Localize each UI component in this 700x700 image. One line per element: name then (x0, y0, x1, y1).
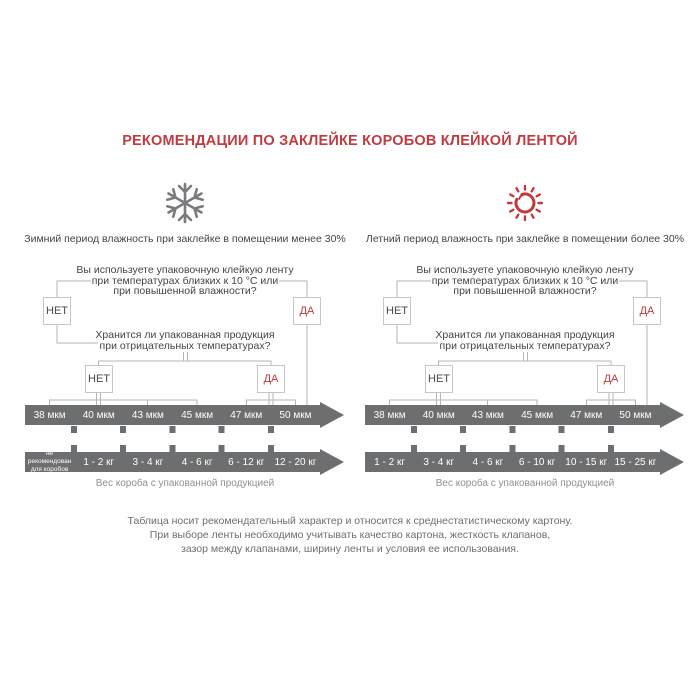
tape-thickness-arrow (25, 405, 345, 425)
thickness-label: 47 мкм (230, 409, 263, 421)
page-title: РЕКОМЕНДАЦИИ ПО ЗАКЛЕЙКЕ КОРОБОВ КЛЕЙКОЙ ЛЕНТОЙ (122, 133, 578, 149)
question-2 (360, 330, 690, 352)
question-2-line: Хранится ли упакованная продукция (95, 329, 275, 341)
q2-yes-box: ДА (257, 365, 285, 393)
q1-yes-box: ДА (293, 297, 321, 325)
weight-label: 12 - 20 кг (274, 456, 317, 468)
weight-label: 1 - 2 кг (374, 456, 405, 468)
q1-no-box: НЕТ (383, 297, 411, 325)
thickness-label: 50 мкм (279, 409, 312, 421)
arrow-body (365, 405, 660, 425)
thickness-label: 38 мкм (373, 409, 406, 421)
q2-no-box: НЕТ (85, 365, 113, 393)
question-2 (20, 330, 350, 352)
thickness-label: 43 мкм (471, 409, 504, 421)
weight-label: 6 - 12 кг (228, 456, 265, 468)
arrow-head (320, 402, 344, 428)
arrow-body (25, 405, 320, 425)
not-recommended-label: не рекомендован для коробов (27, 449, 72, 474)
question-2-line: Хранится ли упакованная продукция (435, 329, 615, 341)
winter-chart-panel (20, 180, 350, 500)
disclaimer-line: зазор между клапанами, ширину ленты и условия ее использования. (181, 543, 519, 555)
weight-label: 3 - 4 кг (132, 456, 164, 468)
weight-label: 10 - 15 кг (565, 456, 608, 468)
summer-chart-panel (360, 180, 690, 500)
question-1-line: Вы используете упаковочную клейкую ленту (416, 264, 634, 276)
question-2-line: при отрицательных температурах? (439, 340, 611, 352)
question-1-line: при температурах близких к 10 °С или (431, 274, 619, 287)
period-label: Зимний период влажность при заклейке в помещении менее 30% (24, 233, 346, 245)
arrow-body (365, 452, 660, 472)
weight-label: 6 - 10 кг (518, 456, 556, 468)
arrow-body (25, 449, 320, 474)
box-weight-arrow (25, 449, 345, 474)
question-1-line: при температурах близких к 10 °С или (91, 274, 279, 287)
thickness-label: 40 мкм (82, 409, 115, 421)
weight-caption: Вес короба с упакованной продукцией (95, 478, 275, 489)
thickness-label: 45 мкм (521, 409, 554, 421)
thickness-label: 50 мкм (619, 409, 652, 421)
thickness-label: 40 мкм (422, 409, 455, 421)
thickness-label: 43 мкм (131, 409, 164, 421)
disclaimer-line: При выборе ленты необходимо учитывать качество картона, жесткость клапанов, (149, 529, 551, 541)
weight-label: 4 - 6 кг (181, 456, 213, 468)
tape-thickness-arrow (365, 405, 685, 425)
weight-label: 15 - 25 кг (614, 456, 657, 468)
q2-yes-box: ДА (597, 365, 625, 393)
disclaimer-line: Таблица носит рекомендательный характер и относится к среднестатистическому картону. (127, 515, 573, 527)
q2-no-box: НЕТ (425, 365, 453, 393)
q1-no-box: НЕТ (43, 297, 71, 325)
box-weight-arrow (365, 452, 685, 472)
arrow-head (660, 449, 684, 475)
thickness-label: 45 мкм (181, 409, 214, 421)
question-1-line: при повышенной влажности? (453, 285, 597, 297)
question-1-line: Вы используете упаковочную клейкую ленту (76, 264, 294, 276)
arrow-head (320, 449, 344, 475)
question-1-line: при повышенной влажности? (113, 285, 257, 297)
q1-yes-box: ДА (633, 297, 661, 325)
arrow-head (660, 402, 684, 428)
period-label: Летний период влажность при заклейке в помещении более 30% (365, 233, 685, 245)
weight-label (25, 449, 74, 474)
thickness-label: 47 мкм (570, 409, 603, 421)
weight-label: 4 - 6 кг (472, 456, 504, 468)
weight-label: 1 - 2 кг (83, 456, 115, 468)
weight-label: 3 - 4 кг (423, 456, 455, 468)
disclaimer-text (0, 514, 700, 556)
question-2-line: при отрицательных температурах? (99, 340, 271, 352)
thickness-label: 38 мкм (33, 409, 66, 421)
weight-caption: Вес короба с упакованной продукцией (435, 478, 615, 489)
